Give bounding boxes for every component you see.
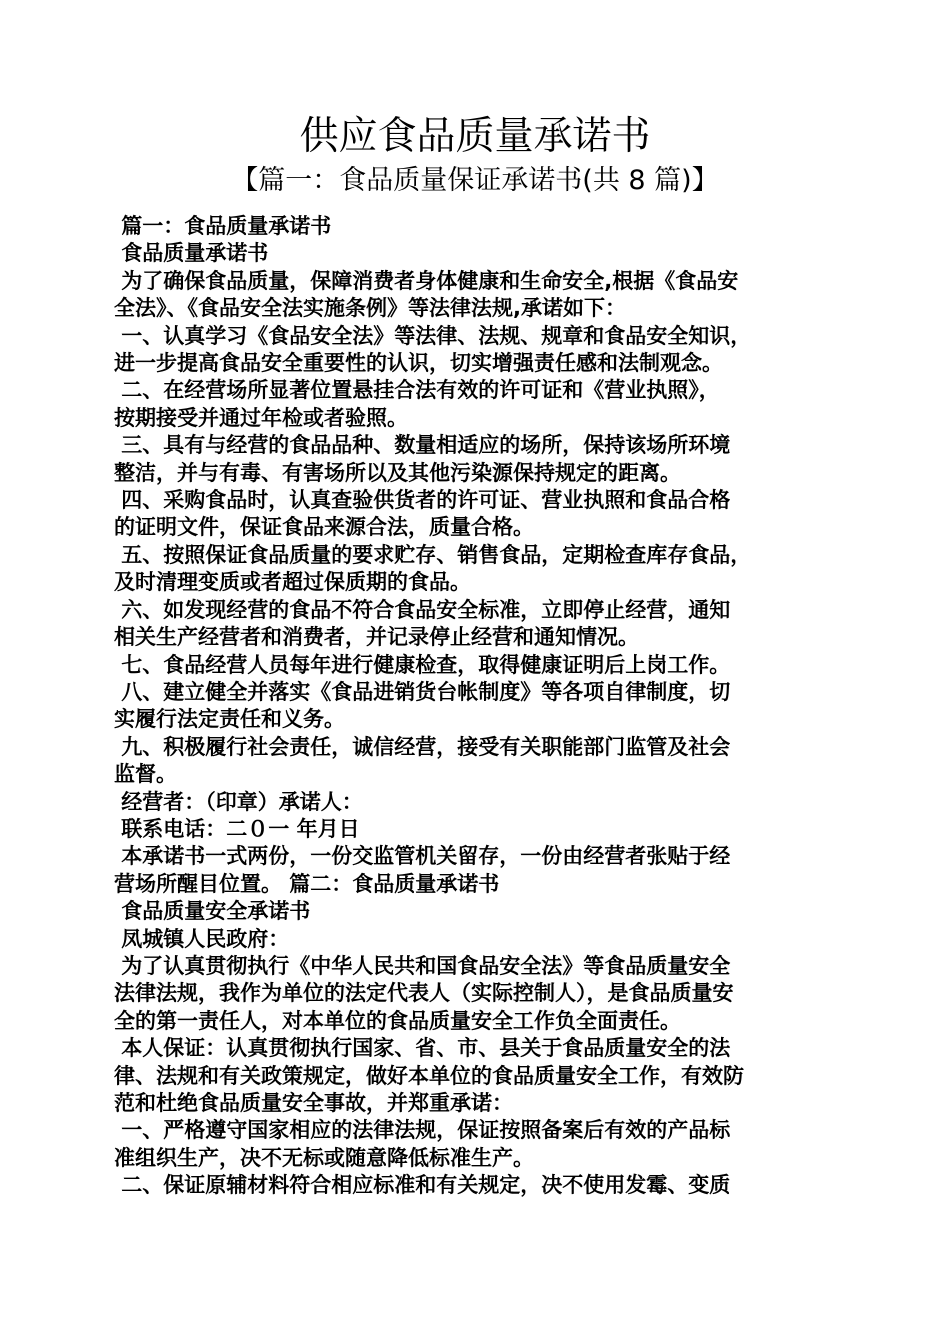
- document-title: 供应食品质量承诺书: [299, 114, 651, 159]
- body-line: 经营者：（印章）承诺人：: [114, 789, 363, 814]
- body-line: 及时清理变质或者超过保质期的食品。: [114, 570, 471, 595]
- body-line: 为了认真贯彻执行《中华人民共和国食品安全法》等食品质量安全: [114, 953, 731, 978]
- body-line: 六、如发现经营的食品不符合食品安全标准，立即停止经营，通知: [114, 597, 731, 622]
- body-line: 为了确保食品质量，保障消费者身体健康和生命安全,根据《食品安: [114, 268, 739, 293]
- body-line: 法律法规，我作为单位的法定代表人（实际控制人），是食品质量安: [114, 981, 734, 1006]
- body-line: 营场所醒目位置。 篇二：食品质量承诺书: [114, 871, 500, 896]
- body-line: 食品质量安全承诺书: [114, 899, 311, 924]
- body-line: 凤城镇人民政府：: [114, 926, 290, 951]
- body-line: 的证明文件，保证食品来源合法，质量合格。: [114, 515, 534, 540]
- body-line: 全的第一责任人，对本单位的食品质量安全工作负全面责任。: [114, 1008, 681, 1033]
- body-line: 律、法规和有关政策规定，做好本单位的食品质量安全工作，有效防: [114, 1063, 744, 1088]
- body-line: 一、认真学习《食品安全法》等法律、法规、规章和食品安全知识，: [114, 323, 752, 348]
- body-line: 监督。: [114, 762, 177, 787]
- body-line: 范和杜绝食品质量安全事故，并郑重承诺：: [114, 1091, 513, 1115]
- body-line: 本人保证：认真贯彻执行国家、省、市、县关于食品质量安全的法: [114, 1036, 731, 1061]
- body-line: 二、保证原辅材料符合相应标准和有关规定，决不使用发霉、变质: [114, 1173, 731, 1198]
- body-line: 相关生产经营者和消费者，并记录停止经营和通知情况。: [114, 625, 639, 650]
- body-line: 四、采购食品时，认真查验供货者的许可证、营业执照和食品合格: [114, 488, 731, 513]
- body-line: 五、按照保证食品质量的要求贮存、销售食品，定期检查库存食品，: [114, 542, 752, 567]
- body-line: 食品质量承诺书: [114, 241, 269, 266]
- body-line: 全法》、《食品安全法实施条例》等法律法规,承诺如下：: [114, 296, 626, 321]
- body-line: 一、严格遵守国家相应的法律法规，保证按照备案后有效的产品标: [114, 1118, 731, 1143]
- body-line: 整洁，并与有毒、有害场所以及其他污染源保持规定的距离。: [114, 460, 681, 485]
- body-line: 九、积极履行社会责任，诚信经营，接受有关职能部门监管及社会: [114, 734, 731, 759]
- body-line: 按期接受并通过年检或者验照。: [114, 405, 408, 430]
- body-line: 准组织生产，决不无标或随意降低标准生产。: [114, 1145, 534, 1170]
- body-line: 三、具有与经营的食品品种、数量相适应的场所，保持该场所环境: [114, 433, 731, 458]
- body-line: 篇一：食品质量承诺书: [114, 214, 332, 238]
- body-line: 联系电话：二０一 年月日: [114, 816, 360, 841]
- body-line: 八、建立健全并落实《食品进销货台帐制度》等各项自律制度，切: [114, 679, 731, 704]
- document-subtitle: 【篇一：食品质量保证承诺书(共 8 篇)】: [231, 165, 719, 196]
- body-line: 进一步提高食品安全重要性的认识，切实增强责任感和法制观念。: [114, 351, 723, 376]
- body-line: 二、在经营场所显著位置悬挂合法有效的许可证和《营业执照》，: [114, 378, 720, 403]
- body-line: 实履行法定责任和义务。: [114, 707, 345, 732]
- body-line: 本承诺书一式两份，一份交监管机关留存，一份由经营者张贴于经: [114, 844, 731, 869]
- document-body: [114, 213, 839, 1200]
- body-line: 七、食品经营人员每年进行健康检查，取得健康证明后上岗工作。: [114, 652, 731, 677]
